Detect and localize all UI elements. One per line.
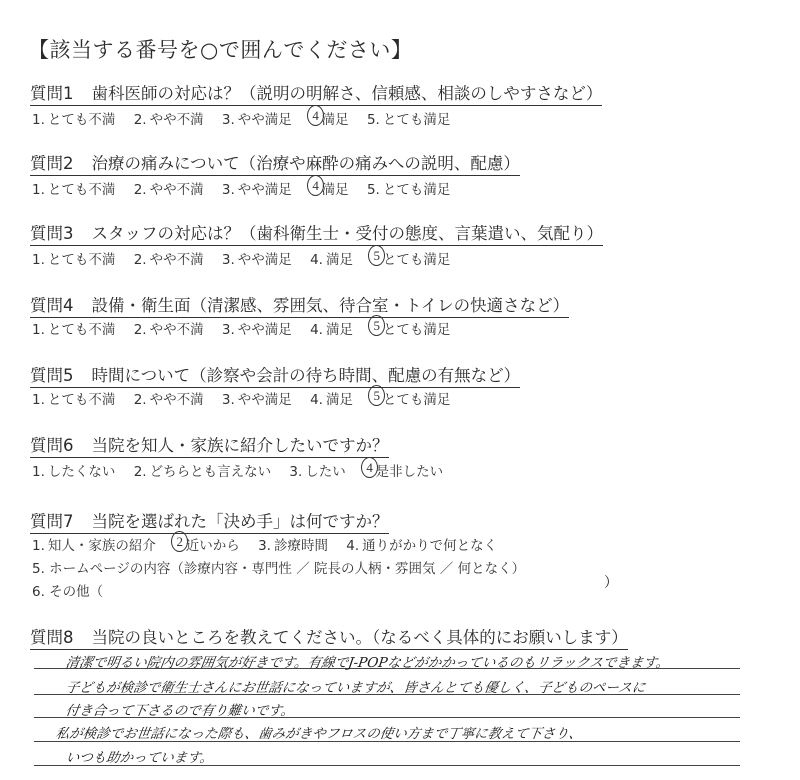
q7-option-5[interactable]: 5. ホームページの内容（診療内容・専門性 ／ 院長の人柄・雰囲気 ／ 何となく） [32,561,526,577]
q3-option-2[interactable]: 2. やや不満 [133,252,204,268]
q5-option-5-selected[interactable]: 5 とても満足 [371,388,450,408]
q4-option-3[interactable]: 3. やや満足 [221,322,292,338]
q4-option-2[interactable]: 2. やや不満 [133,322,204,338]
q7-option-3[interactable]: 3. 診療時間 [258,538,328,554]
q3-option-1[interactable]: 1. とても不満 [32,252,116,268]
q4-option-1[interactable]: 1. とても不満 [32,322,116,338]
selection-circle: 2 [171,531,188,552]
q3-option-5-selected[interactable]: 5 とても満足 [371,248,450,268]
q1-option-3[interactable]: 3. やや満足 [221,112,292,128]
instruction-heading: 【該当する番号を○で囲んでください】 [28,38,413,62]
q6-option-1[interactable]: 1. したくない [32,464,116,480]
q4-option-4[interactable]: 4. 満足 [310,322,353,338]
selection-circle: 5 [368,245,385,266]
question-7-options [32,534,511,554]
q2-option-5[interactable]: 5. とても満足 [366,182,451,198]
q7-option-4[interactable]: 4. 通りがかりで何となく [346,538,498,554]
handwritten-answer-line-2: 子どもが検診で衛生士さんにお世話になっていますが、皆さんとても優しく、子どものペースに [64,680,647,696]
handwritten-answer-line-3: 付き合って下さるので有り難いです。 [64,703,296,719]
q7-option-2-selected[interactable]: 2 近いから [174,534,240,554]
selection-circle: 4 [307,175,324,196]
handwritten-answer-line-1: 清潔で明るい院内の雰囲気が好きです。有線でJ-POPなどがかかっているのもリラックスできます。 [64,655,671,671]
q1-option-5[interactable]: 5. とても満足 [366,112,451,128]
question-3-title: 質問3 スタッフの対応は？（歯科衛生士・受付の態度、言葉遣い、気配り） [30,220,603,246]
q5-option-2[interactable]: 2. やや不満 [133,392,204,408]
other-close-paren: ） [604,575,618,591]
selection-circle: 5 [368,315,385,336]
q2-option-2[interactable]: 2. やや不満 [133,182,204,198]
q2-option-1[interactable]: 1. とても不満 [32,182,116,198]
q6-option-3[interactable]: 3. したい [289,464,346,480]
question-8-title: 質問8 当院の良いところを教えてください。（なるべく具体的にお願いします） [30,624,628,650]
question-6-options [32,460,457,480]
q2-option-4-selected[interactable]: 4 満足 [310,178,349,198]
q4-option-5-selected[interactable]: 5 とても満足 [371,318,450,338]
handwritten-answer-line-5: いつも助かっています。 [64,750,215,766]
question-5-title: 質問5 時間について（診察や会計の待ち時間、配慮の有無など） [30,362,520,388]
question-1-options [32,108,464,128]
q6-option-2[interactable]: 2. どちらとも言えない [133,464,272,480]
question-5-options [32,388,464,408]
question-2-title: 質問2 治療の痛みについて（治療や麻酔の痛みへの説明、配慮） [30,150,520,176]
q5-option-1[interactable]: 1. とても不満 [32,392,116,408]
selection-circle: 4 [361,457,378,478]
question-1-title: 質問1 歯科医師の対応は？（説明の明解さ、信頼感、相談のしやすさなど） [30,80,602,106]
question-6-title: 質問6 当院を知人・家族に紹介したいですか？ [30,432,389,458]
selection-circle: 5 [368,385,385,406]
handwritten-answer-line-4: 私が検診でお世話になった際も、歯みがきやフロスの使い方まで丁寧に教えて下さり、 [54,726,584,742]
q1-option-2[interactable]: 2. やや不満 [133,112,204,128]
question-4-title: 質問4 設備・衛生面（清潔感、雰囲気、待合室・トイレの快適さなど） [30,292,569,318]
q1-option-1[interactable]: 1. とても不満 [32,112,116,128]
q3-option-4[interactable]: 4. 満足 [310,252,353,268]
question-4-options [32,318,464,338]
q6-option-4-selected[interactable]: 4 是非したい [364,460,443,480]
selection-circle: 4 [307,105,324,126]
question-7-title: 質問7 当院を選ばれた「決め手」は何ですか？ [30,508,389,534]
q5-option-3[interactable]: 3. やや満足 [221,392,292,408]
q1-option-4-selected[interactable]: 4 満足 [310,108,349,128]
q5-option-4[interactable]: 4. 満足 [310,392,353,408]
question-2-options [32,178,464,198]
q2-option-3[interactable]: 3. やや満足 [221,182,292,198]
question-3-options [32,248,464,268]
q3-option-3[interactable]: 3. やや満足 [221,252,292,268]
q7-option-6-other[interactable]: 6. その他（ [32,584,104,600]
q7-option-1[interactable]: 1. 知人・家族の紹介 [32,538,156,554]
